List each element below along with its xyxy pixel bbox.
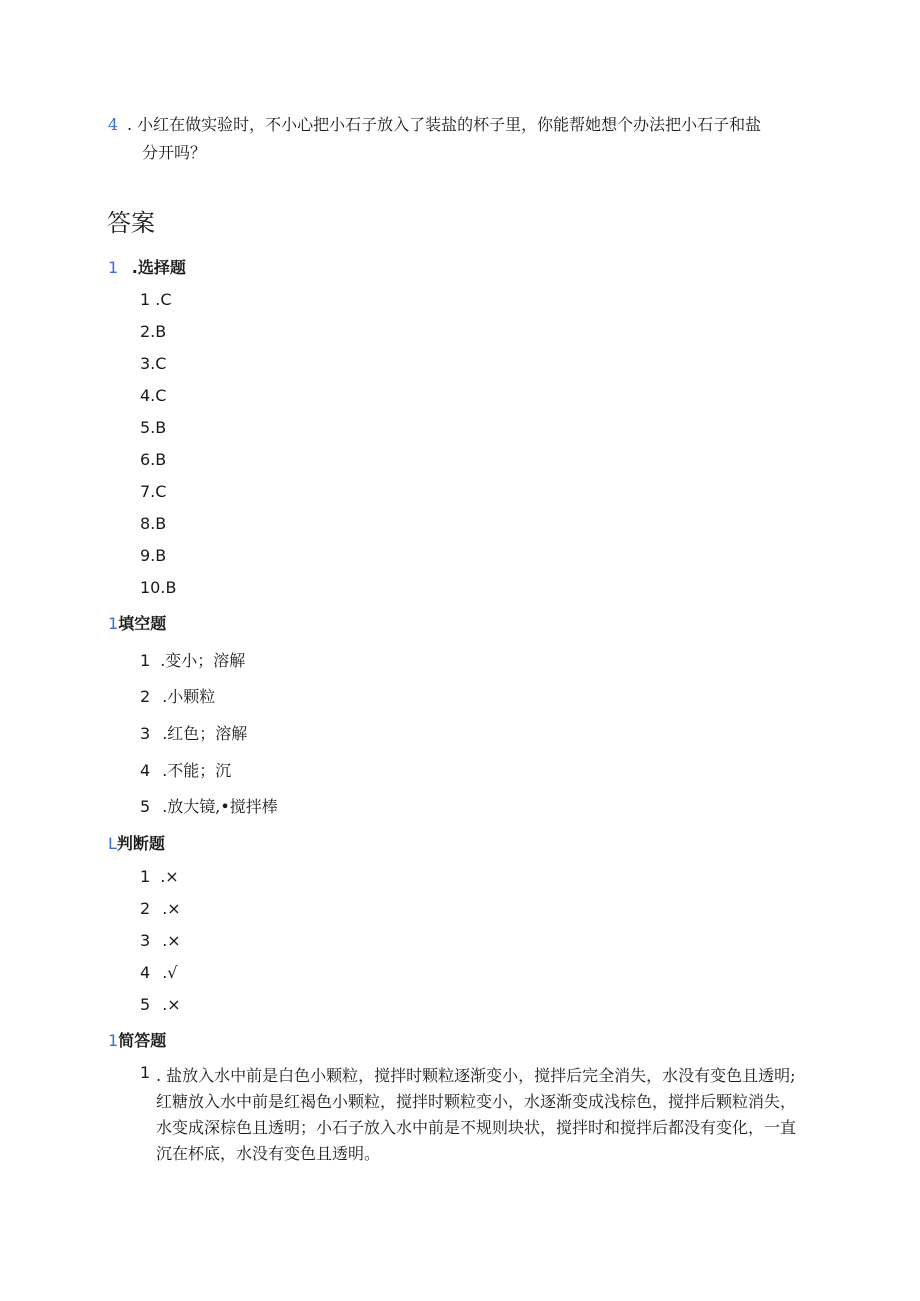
list-item: 2.B [140,322,167,341]
list-item: 10.B [140,578,177,597]
list-item [140,794,278,817]
list-item [140,899,181,918]
list-item [140,758,231,781]
question-number: 4 [108,115,119,134]
list-item: 7.C [140,482,167,501]
section-marker: L [108,834,117,853]
list-item [140,684,215,707]
answers-heading: 答案 [107,209,155,237]
section-multiple-choice-title [108,255,186,278]
item-number: 1 [140,1063,151,1082]
list-item: 4.C [140,386,167,405]
section-marker: 1 [108,258,119,277]
item-text: .× [160,867,179,886]
item-number: 5 [140,995,151,1014]
item-text: .× [162,899,181,918]
item-text: .× [162,995,181,1014]
item-text: .变小；溶解 [160,651,246,670]
item-number: 3 [140,724,151,743]
list-item [140,963,177,982]
section-marker: 1 [108,614,119,633]
list-item [140,721,247,744]
item-number: 1 [140,651,151,670]
list-item: 1 .C [140,290,172,309]
item-number: 3 [140,931,151,950]
list-item: 9.B [140,546,167,565]
item-text: .红色；溶解 [162,724,248,743]
item-text: .不能；沉 [162,761,232,780]
list-item [140,931,181,950]
item-number: 5 [140,797,151,816]
section-title: .选择题 [131,258,186,277]
list-item [140,867,179,886]
item-text: .小颗粒 [162,687,216,706]
item-text: .放大镜,•搅拌棒 [162,797,278,816]
list-item: 5.B [140,418,167,437]
item-number: 2 [140,899,151,918]
section-title: 判断题 [116,834,165,853]
list-item: 6.B [140,450,167,469]
section-title: 简答题 [118,1031,167,1050]
item-text: .√ [162,963,178,982]
item-number: 2 [140,687,151,706]
item-text: .× [162,931,181,950]
section-short-answer-title [108,1028,166,1051]
section-true-false-title [108,831,165,854]
section-fill-blank-title [108,611,166,634]
section-title: 填空题 [118,614,167,633]
section-marker: 1 [108,1031,119,1050]
question-text-line1: . 小红在做实验时，不小心把小石子放入了装盐的杯子里，你能帮她想个办法把小石子和盐 [127,115,762,134]
short-answer-text: . 盐放入水中前是白色小颗粒，搅拌时颗粒逐渐变小，搅拌后完全消失，水没有变色且透明;红糖放入水中前是红褐色小颗粒，搅拌时颗粒变小，水逐渐变成浅棕色，搅拌后颗粒消失，水变成深棕色且透明；小石子放入水中前是不规则块状，搅拌时和搅拌后都没有变化，一直沉在杯底，水没有变色且透明。 [156,1066,797,1163]
item-number: 4 [140,963,151,982]
item-number: 4 [140,761,151,780]
item-number: 1 [140,867,151,886]
list-item [140,995,181,1014]
list-item [140,648,245,671]
list-item: 8.B [140,514,167,533]
list-item: 3.C [140,354,167,373]
question-text-line2: 分开吗？ [142,143,207,162]
